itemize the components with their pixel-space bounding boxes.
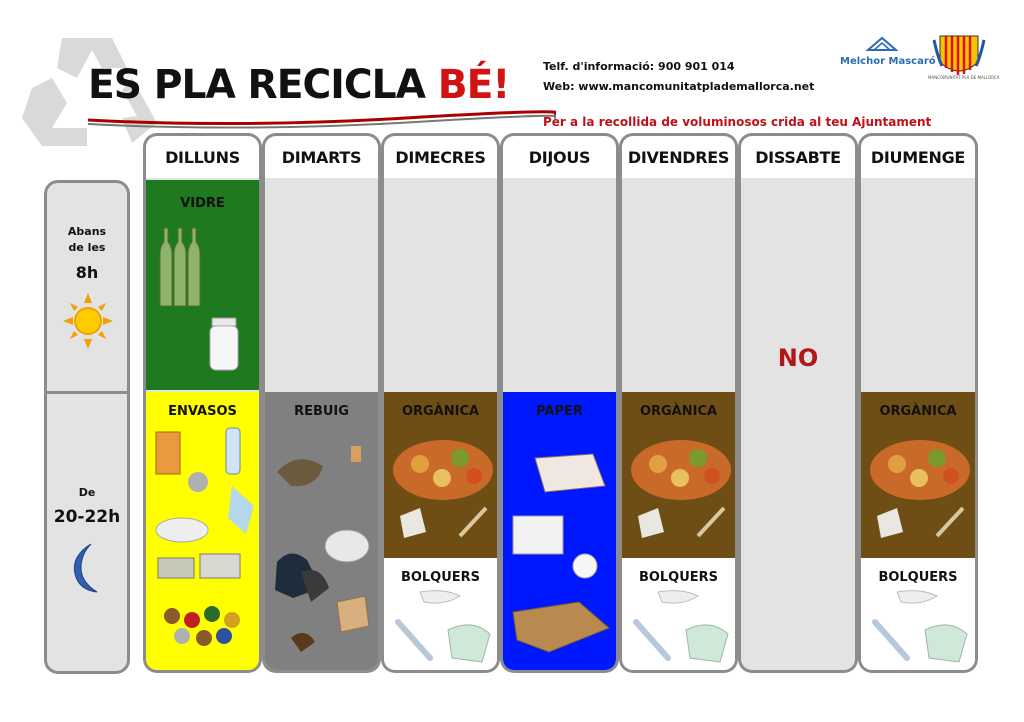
label-vidre: VIDRE [180,196,225,211]
evening-line1: De [78,486,96,499]
column-sunday [858,178,978,673]
evening-line2: 20-22h [53,507,121,527]
diapers-icon [390,588,496,668]
column-friday [619,178,738,673]
organic-waste-icon [390,428,496,548]
morning-line1: Abans [67,225,107,238]
bottles-icon [154,224,206,308]
day-header-saturday: DISSABTE [738,133,858,179]
diapers-icon [628,588,734,668]
sun-icon [63,293,113,349]
time-slot-morning [44,180,130,394]
column-monday [143,178,262,673]
day-header-thursday: DIJOUS [500,133,619,179]
cell-organica-wednesday [384,392,497,558]
label-paper: PAPER [536,404,583,419]
bulky-notice: Per a la recollida de voluminosos crida al teu Ajuntament [543,115,932,129]
label-bolquers-friday: BOLQUERS [638,570,719,585]
label-rebuig: REBUIG [294,404,349,419]
morning-line3: 8h [75,263,99,282]
label-organica-wednesday: ORGÀNICA [401,404,480,419]
cell-organica-sunday [861,392,975,558]
cell-paper [503,392,616,670]
diapers-icon [867,588,973,668]
cell-rebuig [265,392,378,670]
cell-bolquers-friday [622,558,735,670]
cell-organica-friday [622,392,735,558]
label-organica-friday: ORGÀNICA [639,404,718,419]
melchor-mascaro-text: Melchor Mascaró [840,56,936,67]
cell-envasos [146,392,259,670]
page-title: ES PLA RECICLA BÉ! [88,62,510,108]
web-info: Web: www.mancomunitatplademallorca.net [543,80,815,93]
column-tuesday [262,178,381,673]
time-slot-evening [44,394,130,674]
organic-waste-icon [867,428,973,548]
label-organica-sunday: ORGÀNICA [879,404,957,419]
paper-icon [509,452,615,664]
organic-waste-icon [628,428,734,548]
phone-info: Telf. d'informació: 900 901 014 [543,60,735,73]
crest-caption: MANCOMUNITAT PLA DE MALLORCA [928,75,1000,80]
cell-bolquers-sunday [861,558,975,670]
day-header-sunday: DIUMENGE [858,133,978,179]
label-bolquers-sunday: BOLQUERS [878,570,958,585]
day-header-tuesday: DIMARTS [262,133,381,179]
jar-icon [208,316,240,372]
day-header-wednesday: DIMECRES [381,133,500,179]
column-thursday [500,178,619,673]
label-bolquers-wednesday: BOLQUERS [400,570,481,585]
waste-icon [271,442,377,662]
packaging-icon [152,426,258,662]
mancomunitat-crest-icon [932,32,986,80]
day-header-friday: DIVENDRES [619,133,738,179]
cell-vidre [146,180,259,390]
moon-icon [69,542,99,594]
cell-no-collection [741,344,855,372]
label-envasos: ENVASOS [168,404,237,419]
morning-line2: de les [68,241,106,254]
column-saturday [738,178,858,673]
title-swoosh [86,108,556,130]
day-header-monday: DILLUNS [143,133,262,179]
cell-bolquers-wednesday [384,558,497,670]
column-wednesday [381,178,500,673]
label-no: NO [777,344,819,372]
